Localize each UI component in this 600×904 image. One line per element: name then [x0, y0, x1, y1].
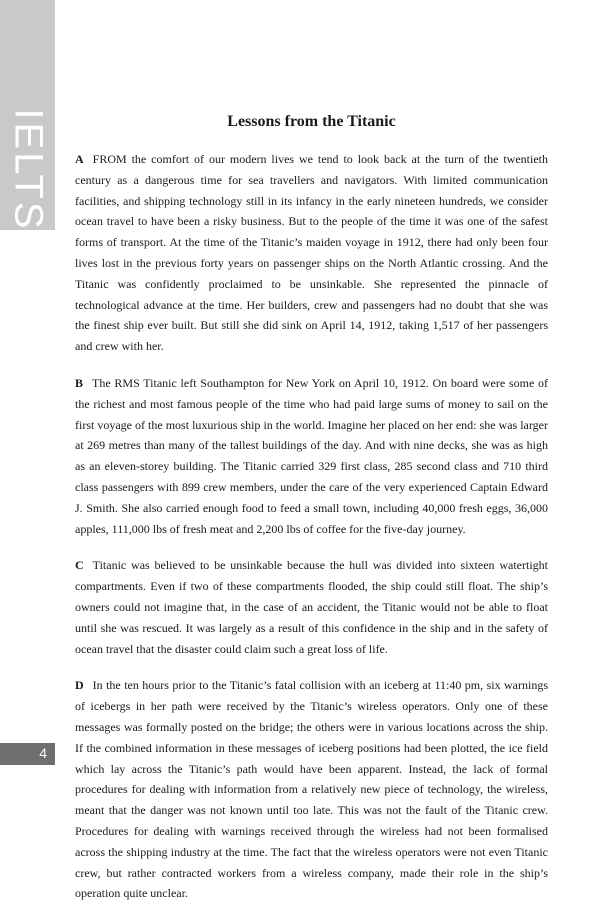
paragraph-text: The RMS Titanic left Southampton for New York on April 10, 1912. On board were some of the richest and most famous people of the time who had paid large sums of money to sail on the first voyage of the most luxurious ship in the world. Imagine her placed on her end: she was larger at 269 metres than many of the tallest buildings of the day. And with nine decks, she was as high as an eleven-storey building. The Titanic carried 329 first class, 285 second class and 710 third class passengers with 899 crew members, under the care of the very experienced Captain Edward J. Smith. She also carried enough food to feed a small town, including 40,000 fresh eggs, 36,000 apples, 111,000 lbs of fresh meat and 2,200 lbs of coffee for the five-day journey.: [75, 375, 548, 536]
page-number-bar: [0, 743, 55, 765]
article: [75, 0, 548, 904]
paragraph-text: Titanic was believed to be unsinkable because the hull was divided into sixteen watertight compartments. Even if two of these compartments flooded, the ship could still float. The ship’s owners could not imagine that, in the case of an accident, the Titanic would not be able to float until she was rescued. It was largely as a result of this confidence in the ship and in the safety of ocean travel that the disaster could claim such a great loss of life.: [75, 558, 548, 656]
article-title: Lessons from the Titanic: [227, 113, 396, 130]
paragraph-a: [75, 149, 548, 357]
paragraph-d: [75, 675, 548, 904]
page-number: 4: [39, 745, 47, 761]
paragraph-text: FROM the comfort of our modern lives we tend to look back at the turn of the twentieth century as a dangerous time for sea travellers and navigators. With limited communication facilities, and shipping technology still in its infancy in the early nineteen hundreds, we consider ocean travel to have been a risky business. But to the people of the time it was one of the safest forms of transport. At the time of the Titanic’s maiden voyage in 1912, there had only been four lives lost in the previous forty years on passenger ships on the North Atlantic crossing. And the Titanic was confidently proclaimed to be unsinkable. She represented the pinnacle of technological advance at the time. Her builders, crew and passengers had no doubt that she was the finest ship ever built. But still she did sink on April 14, 1912, taking 1,517 of her passengers and crew with her.: [75, 152, 548, 354]
paragraph-letter: B: [75, 375, 84, 390]
paragraph-text: In the ten hours prior to the Titanic’s fatal collision with an iceberg at 11:40 pm, six warnings of icebergs in her path were received by the Titanic’s wireless operators. Only one of these messages was formally posted on the bridge; the others were in various locations across the ship. If the combined information in these messages of iceberg positions had been plotted, the ice field which lay across the Titanic’s path would have been apparent. Instead, the lack of formal procedures for dealing with information from a relatively new piece of technology, the wireless, meant that the danger was not known until too late. This was not the fault of the Titanic crew. Procedures for dealing with warnings received through the wireless had not been formalised across the shipping industry at the time. The fact that the wireless operators were not even Titanic crew, but rather contracted workers from a wireless company, made their role in the ship’s operation quite unclear.: [75, 678, 548, 901]
paragraph-letter: C: [75, 558, 84, 573]
paragraph-b: [75, 373, 548, 539]
paragraph-letter: A: [75, 152, 84, 166]
ielts-side-tab: [0, 0, 55, 230]
paragraph-c: [75, 555, 548, 659]
ielts-side-label: IELTS: [6, 108, 50, 232]
paragraph-letter: D: [75, 678, 84, 693]
